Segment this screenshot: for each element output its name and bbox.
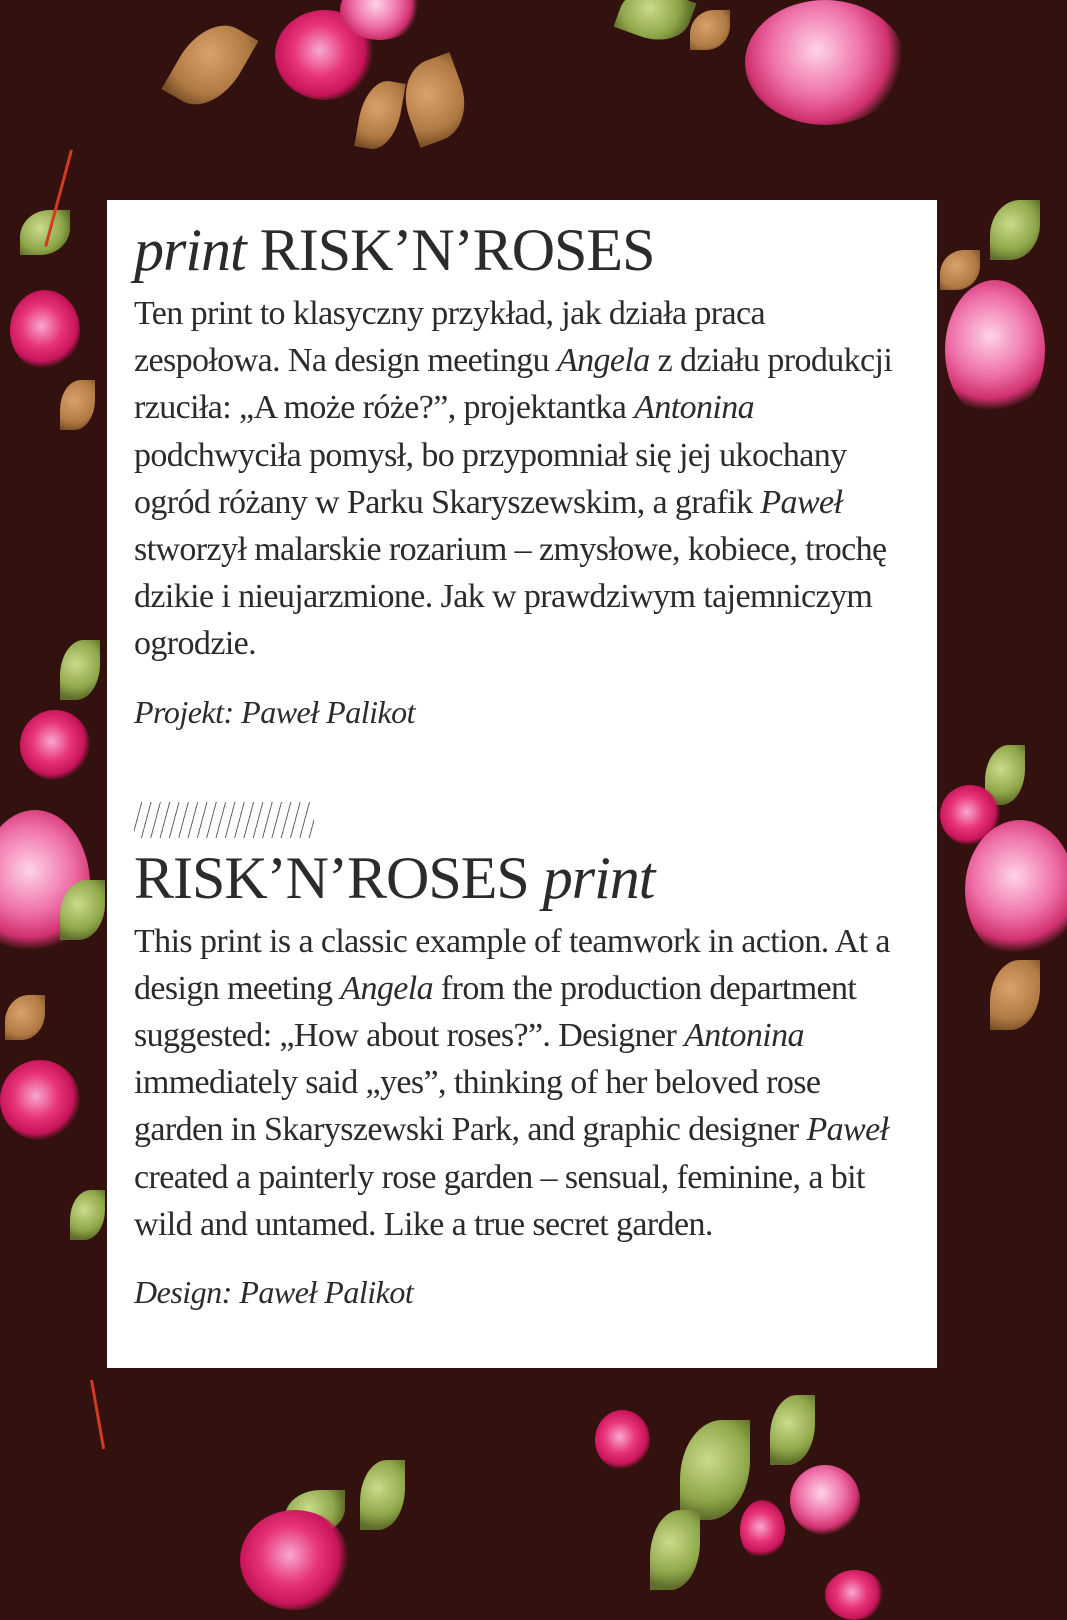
leaf-icon	[940, 250, 980, 290]
italic-name: Antonina	[684, 1017, 804, 1055]
leaf-icon	[70, 1190, 105, 1240]
rose-icon	[825, 1570, 885, 1620]
leaf-icon	[162, 11, 259, 119]
rose-icon	[745, 0, 905, 125]
rose-icon	[945, 280, 1045, 420]
leaf-icon	[354, 77, 406, 153]
leaf-icon	[393, 52, 477, 148]
leaf-icon	[990, 960, 1040, 1030]
body-polish: Ten print to klasyczny przykład, jak działa praca zespołowa. Na design meetingu Angela z działu produkcji rzuciła: „A może róże?”, projektantka Antonina podchwyciła pomysł, bo przypomniał się jej ukochany ogród różany w Parku Skaryszewskim, a grafik Paweł stworzył malarskie rozarium – zmysłowe, kobiece, trochę dzikie i nieujarzmione. Jak w prawdziwym tajemniczym ogrodzie.	[134, 295, 893, 663]
leaf-icon	[360, 1460, 405, 1530]
rose-icon	[965, 820, 1067, 960]
leaf-icon	[60, 640, 100, 700]
rose-icon	[790, 1465, 860, 1535]
hatch-lines-divider-icon	[134, 802, 314, 838]
leaf-icon	[770, 1395, 815, 1465]
title-italic: print	[134, 217, 246, 283]
leaf-icon	[614, 0, 697, 50]
rose-icon	[20, 710, 90, 780]
title-italic: print	[542, 844, 655, 911]
title-main: RISK’N’ROSES	[245, 217, 655, 283]
leaf-icon	[690, 10, 730, 50]
title-english	[134, 842, 911, 914]
rose-icon	[0, 1060, 80, 1140]
section-polish	[134, 214, 911, 732]
italic-name: Paweł	[760, 483, 843, 521]
leaf-icon	[680, 1420, 750, 1520]
italic-name: Paweł	[806, 1111, 889, 1149]
body-english: This print is a classic example of teamwork in action. At a design meeting Angela from the production department suggested: „How about roses?”. Designer Antonina immediately said „yes”, thinking of her beloved rose garden in Skaryszewski Park, and graphic designer Paweł created a painterly rose garden – sensual, feminine, a bit wild and untamed. Like a true secret garden.	[134, 922, 890, 1243]
leaf-icon	[5, 995, 45, 1040]
credit-polish: Projekt: Paweł Palikot	[134, 693, 416, 730]
rose-icon	[10, 290, 80, 370]
description-card	[107, 200, 937, 1368]
italic-name: Angela	[556, 342, 650, 380]
italic-name: Angela	[340, 969, 434, 1007]
section-english	[134, 842, 911, 1312]
stem	[90, 1380, 105, 1449]
italic-name: Antonina	[634, 389, 755, 427]
title-main: RISK’N’ROSES	[134, 844, 543, 911]
leaf-icon	[650, 1510, 700, 1590]
leaf-icon	[60, 380, 95, 430]
rose-icon	[240, 1510, 350, 1610]
leaf-icon	[20, 210, 70, 255]
title-polish	[134, 214, 911, 286]
leaf-icon	[990, 200, 1040, 260]
rose-icon	[740, 1500, 785, 1560]
credit-english: Design: Paweł Palikot	[134, 1274, 414, 1311]
rose-icon	[595, 1410, 650, 1470]
